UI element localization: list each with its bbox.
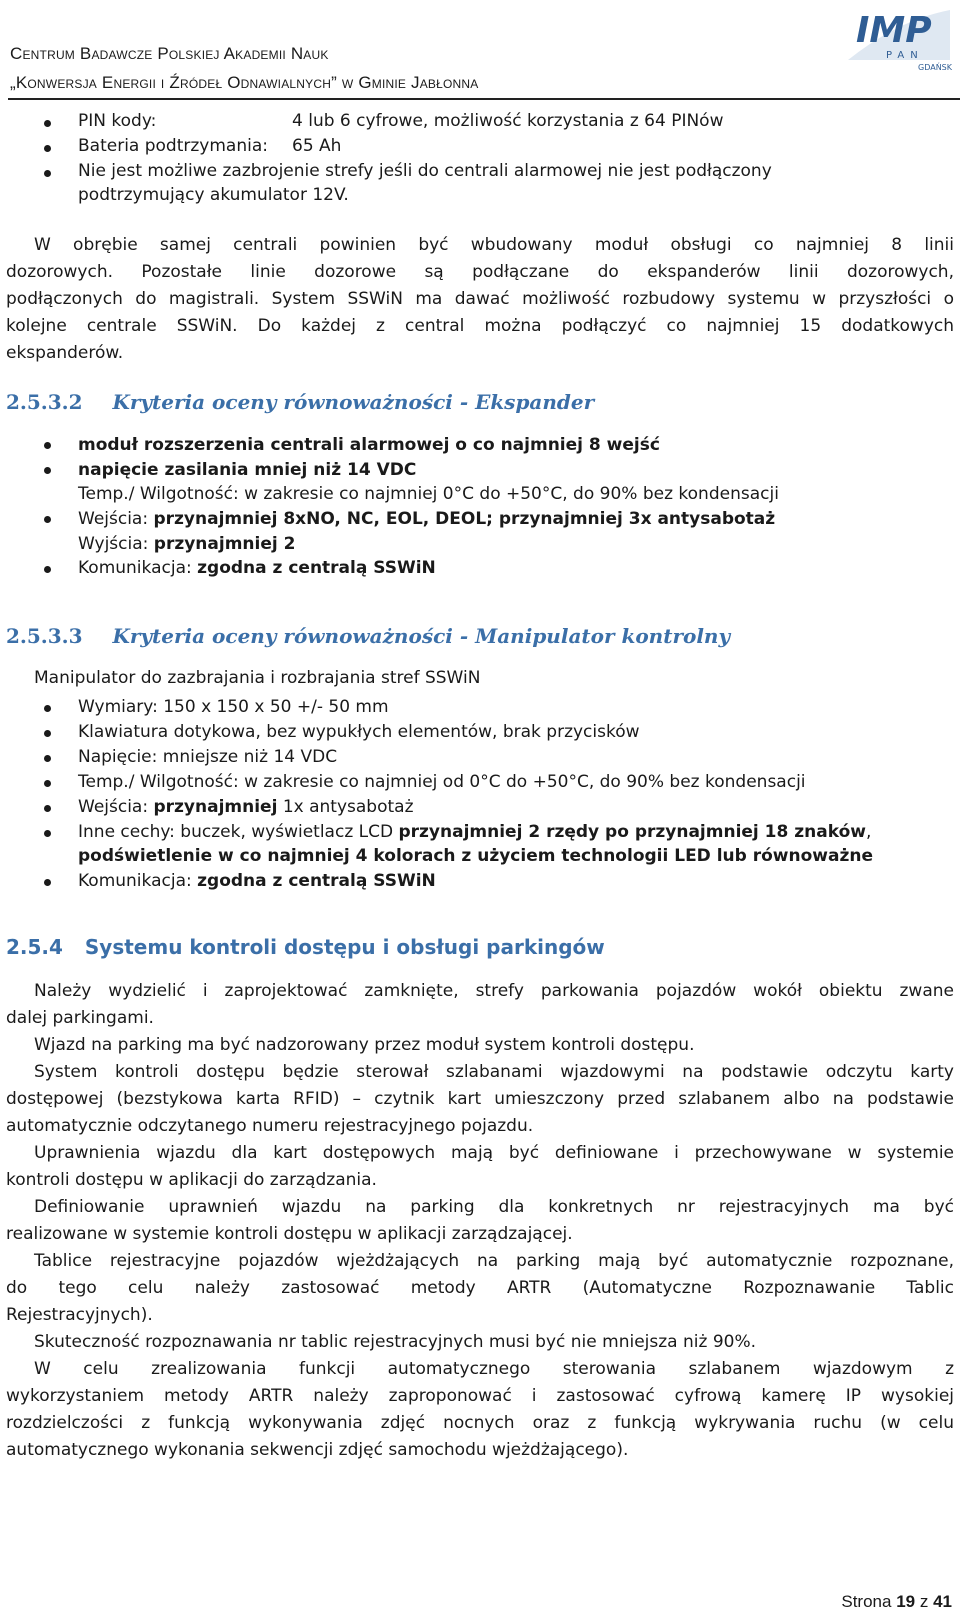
paragraph-line: ekspanderów.	[6, 343, 124, 363]
bullet-icon	[44, 780, 51, 787]
section-number: 2.5.4	[6, 935, 63, 959]
bullet-icon	[44, 566, 51, 573]
section-title: Kryteria oceny równoważności - Manipulator kontrolny	[112, 624, 731, 648]
section-number: 2.5.3.2	[6, 390, 83, 414]
section-heading	[6, 390, 594, 414]
page-header	[0, 0, 960, 102]
list-item: podświetlenie w co najmniej 4 kolorach z użyciem technologii LED lub równoważne	[78, 846, 873, 866]
list-item: Wyjścia: przynajmniej 2	[78, 534, 296, 554]
list-item: moduł rozszerzenia centrali alarmowej o co najmniej 8 wejść	[78, 435, 660, 455]
list-item: Klawiatura dotykowa, bez wypukłych elementów, brak przycisków	[78, 722, 640, 742]
bullet-icon	[44, 879, 51, 886]
bullet-icon	[44, 442, 51, 449]
paragraph-line: realizowane w systemie kontroli dostępu w aplikacji zarządzającej.	[6, 1224, 573, 1244]
paragraph-line: System kontroli dostępu będzie sterował szlabanami wjazdowymi na podstawie odczytu karty	[34, 1062, 954, 1082]
list-item: Napięcie: mniejsze niż 14 VDC	[78, 747, 338, 767]
list-item-battery-value: 65 Ah	[292, 136, 342, 156]
paragraph-line: podłączonych do magistrali. System SSWiN ma dawać możliwość rozbudowy systemu w przyszłości o	[6, 289, 954, 309]
paragraph-line: kolejne centrale SSWiN. Do każdej z central można podłączyć co najmniej 15 dodatkowych	[6, 316, 954, 336]
list-item: Komunikacja: zgodna z centralą SSWiN	[78, 558, 436, 578]
paragraph-line: automatycznie odczytanego numeru rejestracyjnego pojazdu.	[6, 1116, 534, 1136]
bullet-icon	[44, 755, 51, 762]
list-item-pin-value: 4 lub 6 cyfrowe, możliwość korzystania z 64 PINów	[292, 111, 724, 131]
bullet-icon	[44, 170, 51, 177]
list-item: Wejścia: przynajmniej 1x antysabotaż	[78, 797, 414, 817]
list-item: Wejścia: przynajmniej 8xNO, NC, EOL, DEOL; przynajmniej 3x antysabotaż	[78, 509, 776, 529]
bullet-icon	[44, 805, 51, 812]
bullet-icon	[44, 120, 51, 127]
paragraph-line: dalej parkingami.	[6, 1008, 154, 1028]
list-item-battery-label: Bateria podtrzymania:	[78, 136, 268, 156]
imp-pan-logo	[838, 0, 958, 80]
list-item: Wymiary: 150 x 150 x 50 +/- 50 mm	[78, 697, 389, 717]
list-item-pin-label: PIN kody:	[78, 111, 157, 131]
section-heading	[6, 935, 605, 959]
list-item-arming-line1: Nie jest możliwe zazbrojenie strefy jeśli do centrali alarmowej nie jest podłączony	[78, 161, 772, 181]
bullet-icon	[44, 516, 51, 523]
bullet-icon	[44, 145, 51, 152]
list-item: Inne cechy: buczek, wyświetlacz LCD przynajmniej 2 rzędy po przynajmniej 18 znaków,	[78, 822, 872, 842]
bullet-icon	[44, 730, 51, 737]
header-institution: Centrum Badawcze Polskiej Akademii Nauk	[10, 44, 329, 63]
section-title: Kryteria oceny równoważności - Ekspander	[112, 390, 595, 414]
paragraph-line: do tego celu należy zastosować metody ARTR (Automatyczne Rozpoznawanie Tablic	[6, 1278, 954, 1298]
bullet-icon	[44, 705, 51, 712]
svg-text:GDAŃSK: GDAŃSK	[918, 63, 952, 72]
paragraph-line: W celu zrealizowania funkcji automatycznego sterowania szlabanem wjazdowym z	[34, 1359, 954, 1379]
page-number: Strona 19 z 41	[841, 1592, 952, 1611]
paragraph-line: dozorowych. Pozostałe linie dozorowe są podłączane do ekspanderów linii dozorowych,	[6, 262, 954, 282]
paragraph-line: Uprawnienia wjazdu dla kart dostępowych mają być definiowane i przechowywane w systemie	[34, 1143, 954, 1163]
list-item: Temp./ Wilgotność: w zakresie co najmniej od 0°C do +50°C, do 90% bez kondensacji	[78, 772, 806, 792]
list-item: Komunikacja: zgodna z centralą SSWiN	[78, 871, 436, 891]
bullet-icon	[44, 830, 51, 837]
paragraph-line: Tablice rejestracyjne pojazdów wjeżdżających na parking mają być automatycznie rozpoznane,	[34, 1251, 954, 1271]
list-item-arming-line2: podtrzymujący akumulator 12V.	[78, 185, 349, 205]
header-rule	[8, 98, 960, 100]
paragraph-line: Wjazd na parking ma być nadzorowany przez moduł system kontroli dostępu.	[34, 1035, 695, 1055]
section-intro: Manipulator do zazbrajania i rozbrajania stref SSWiN	[34, 668, 481, 688]
section-title: Systemu kontroli dostępu i obsługi parkingów	[84, 935, 605, 959]
section-heading	[6, 624, 730, 648]
paragraph-line: rozdzielczości z funkcją wykonywania zdjęć nocnych oraz z funkcją wykrywania ruchu (w celu	[6, 1413, 954, 1433]
paragraph-line: kontroli dostępu w aplikacji do zarządzania.	[6, 1170, 377, 1190]
paragraph-line: dostępowej (bezstykowa karta RFID) – czytnik kart umieszczony przed szlabanem albo na podstawie	[6, 1089, 954, 1109]
list-item: napięcie zasilania mniej niż 14 VDC	[78, 460, 417, 480]
paragraph-line: Skuteczność rozpoznawania nr tablic rejestracyjnych musi być nie mniejsza niż 90%.	[34, 1332, 757, 1352]
paragraph-line: automatycznego wykonania sekwencji zdjęć samochodu wjeżdżającego).	[6, 1440, 629, 1460]
paragraph-line: wykorzystaniem metody ARTR należy zaproponować i zastosować cyfrową kamerę IP wysokiej	[6, 1386, 954, 1406]
paragraph-line: Rejestracyjnych).	[6, 1305, 153, 1325]
section-number: 2.5.3.3	[6, 624, 83, 648]
paragraph-line: Definiowanie uprawnień wjazdu na parking dla konkretnych nr rejestracyjnych ma być	[34, 1197, 954, 1217]
header-project: „Konwersja Energii i Źródeł Odnawialnych” w Gminie Jabłonna	[10, 73, 479, 92]
svg-text:IMP: IMP	[856, 10, 932, 51]
svg-text:PAN: PAN	[886, 50, 924, 61]
paragraph-line: Należy wydzielić i zaprojektować zamknięte, strefy parkowania pojazdów wokół obiektu zwane	[34, 981, 954, 1001]
paragraph-line: W obrębie samej centrali powinien być wbudowany moduł obsługi co najmniej 8 linii	[34, 235, 954, 255]
bullet-icon	[44, 467, 51, 474]
list-item: Temp./ Wilgotność: w zakresie co najmniej 0°C do +50°C, do 90% bez kondensacji	[78, 484, 779, 504]
